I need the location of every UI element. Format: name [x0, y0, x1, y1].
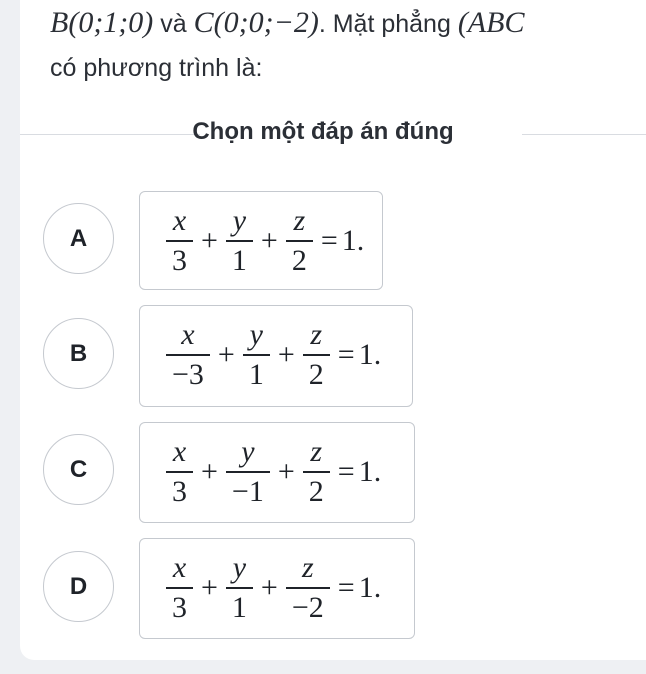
- frac-num: z: [293, 204, 306, 237]
- question-connector: và: [160, 10, 187, 38]
- option-b-letter[interactable]: B: [43, 318, 114, 389]
- plus-sign: +: [260, 571, 278, 604]
- frac-num: x: [172, 204, 187, 237]
- plus-sign: +: [260, 224, 278, 257]
- frac-den: −3: [166, 354, 210, 392]
- divider-right: [522, 134, 646, 135]
- frac-den: −1: [226, 471, 270, 509]
- frac-den: −2: [286, 587, 330, 625]
- frac-num: y: [232, 204, 247, 237]
- frac-num: y: [232, 551, 247, 584]
- frac-den: 3: [166, 587, 193, 625]
- question-text-line2: có phương trình là:: [50, 54, 263, 82]
- plus-sign: +: [277, 338, 295, 371]
- plus-sign: +: [201, 571, 218, 604]
- option-d-equation: [162, 551, 381, 625]
- option-b-equation: [162, 318, 381, 392]
- question-plane-text: . Mặt phẳng: [318, 10, 451, 38]
- frac-num: x: [172, 551, 187, 584]
- plus-sign: +: [277, 455, 295, 488]
- option-d-box[interactable]: [139, 538, 415, 639]
- equals-sign: =: [337, 455, 355, 488]
- frac-den: 3: [166, 240, 193, 278]
- question-text-line1: [50, 6, 524, 40]
- plus-sign: +: [201, 224, 218, 257]
- rhs-value: 1.: [341, 224, 365, 257]
- point-b: B(0;1;0): [50, 6, 154, 39]
- section-title: Chọn một đáp án đúng: [192, 118, 454, 145]
- plus-sign: +: [201, 455, 218, 488]
- frac-den: 1: [243, 354, 270, 392]
- option-a-equation: [162, 204, 364, 278]
- frac-den: 1: [226, 587, 253, 625]
- frac-num: z: [310, 435, 323, 468]
- frac-den: 2: [286, 240, 313, 278]
- equals-sign: =: [337, 571, 355, 604]
- frac-num: y: [249, 318, 263, 351]
- frac-num: x: [172, 435, 187, 468]
- frac-den: 3: [166, 471, 193, 509]
- equals-sign: =: [337, 338, 355, 371]
- option-a-letter[interactable]: A: [43, 203, 114, 274]
- equals-sign: =: [320, 224, 338, 257]
- option-d-letter[interactable]: D: [43, 551, 114, 622]
- option-b-box[interactable]: [139, 305, 413, 407]
- frac-num: z: [301, 551, 314, 584]
- option-c-box[interactable]: [139, 422, 415, 523]
- frac-den: 1: [226, 240, 253, 278]
- plane-abc: (ABC: [457, 6, 525, 39]
- rhs-value: 1.: [358, 571, 382, 604]
- rhs-value: 1.: [358, 338, 382, 371]
- frac-den: 2: [303, 471, 330, 509]
- frac-den: 2: [303, 354, 330, 392]
- option-c-letter[interactable]: C: [43, 434, 114, 505]
- option-c-equation: [162, 435, 381, 509]
- frac-num: y: [241, 435, 255, 468]
- point-c: C(0;0;−2): [193, 6, 319, 39]
- frac-num: x: [181, 318, 195, 351]
- plus-sign: +: [217, 338, 235, 371]
- option-a-box[interactable]: [139, 191, 383, 290]
- frac-num: z: [310, 318, 323, 351]
- rhs-value: 1.: [358, 455, 382, 488]
